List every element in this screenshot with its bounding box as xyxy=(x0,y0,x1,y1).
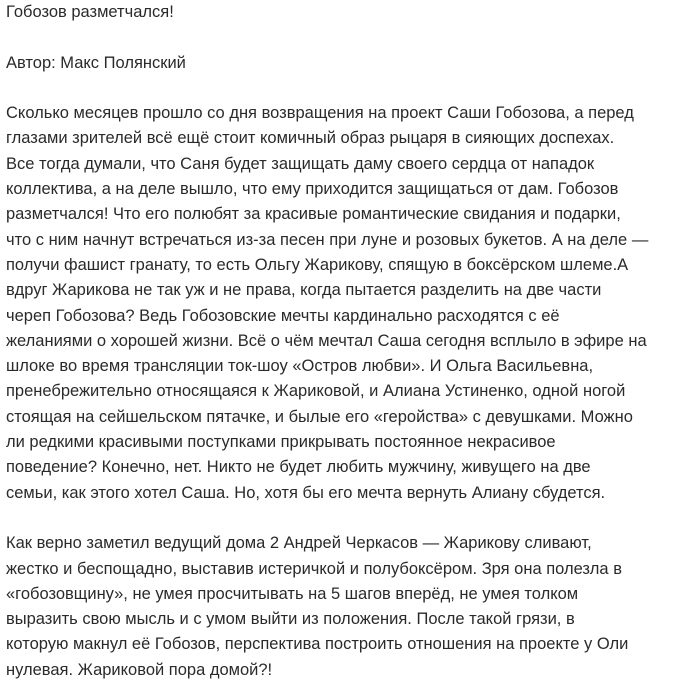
paragraph-1 xyxy=(6,101,691,506)
text-line: коллектива, а на деле вышло, что ему приходится защищаться от дам. Гобозов xyxy=(6,180,619,199)
text-line: Как верно заметил ведущий дома 2 Андрей Черкасов — Жарикову сливают, xyxy=(6,534,592,553)
text-line: пренебрежительно относящаяся к Жариковой, и Алиана Устиненко, одной ногой xyxy=(6,382,626,401)
paragraph-2 xyxy=(6,531,691,683)
text-line: Сколько месяцев прошло со дня возвращения на проект Саши Гобозова, а перед xyxy=(6,104,634,123)
text-line: череп Гобозова? Ведь Гобозовские мечты кардинально расходятся с её xyxy=(6,306,560,325)
article-author: Автор: Макс Полянский xyxy=(6,53,186,72)
text-line: шлоке во время трансляции ток-шоу «Остров любви». И Ольга Васильевна, xyxy=(6,357,594,376)
text-line: разметчался! Что его полюбят за красивые романтические свидания и подарки, xyxy=(6,205,621,224)
text-line: глазами зрителей всё ещё стоит комичный образ рыцаря в сияющих доспехах. xyxy=(6,129,615,148)
text-line: вдруг Жарикова не так уж и не права, когда пытается разделить на две части xyxy=(6,281,602,300)
text-line: получи фашист гранату, то есть Ольгу Жарикову, спящую в боксёрском шлеме.А xyxy=(6,255,629,274)
text-line: выразить свою мысль и с умом выйти из положения. После такой грязи, в xyxy=(6,610,575,629)
text-line: Все тогда думали, что Саня будет защищать даму своего сердца от нападок xyxy=(6,154,595,173)
article-title: Гобозов разметчался! xyxy=(6,3,174,21)
text-line: стоящая на сейшельском пятачке, и былые его «геройства» с девушками. Можно xyxy=(6,407,633,426)
text-line: что с ним начнут встречаться из-за песен при луне и розовых букетов. А на деле — xyxy=(6,230,649,249)
text-line: желаниями о хорошей жизни. Всё о чём мечтал Саша сегодня всплыло в эфире на xyxy=(6,331,647,350)
text-line: нулевая. Жариковой пора домой?! xyxy=(6,660,273,679)
text-line: «гобозовщину», не умея просчитывать на 5 шагов вперёд, не умея толком xyxy=(6,584,579,603)
text-line: ли редкими красивыми поступками прикрывать постоянное некрасивое xyxy=(6,433,556,452)
text-line: семьи, как этого хотел Саша. Но, хотя бы его мечта вернуть Алиану сбудется. xyxy=(6,483,606,502)
text-line: которую макнул её Гобозов, перспектива построить отношения на проекте у Оли xyxy=(6,635,629,654)
text-line: поведение? Конечно, нет. Никто не будет любить мужчину, живущего на две xyxy=(6,458,591,477)
text-line: жестко и беспощадно, выставив истеричкой и полубоксёром. Зря она полезла в xyxy=(6,559,622,578)
